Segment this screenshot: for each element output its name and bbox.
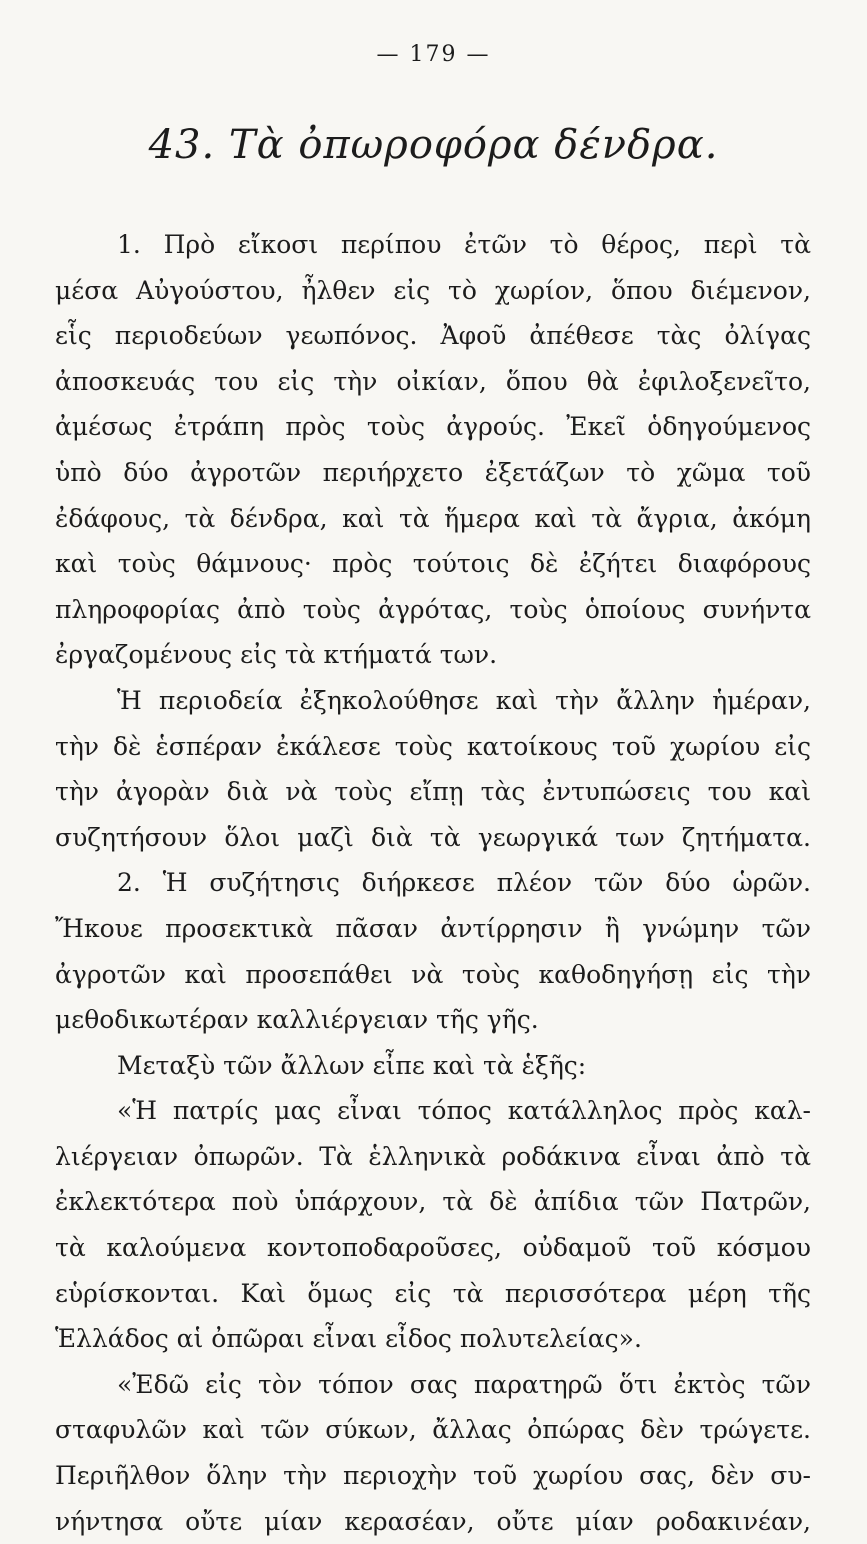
text-line: νήντησα οὔτε μίαν κερασέαν, οὔτε μίαν ροδακινέαν, [55, 1506, 811, 1536]
body-text [55, 222, 811, 1544]
text-line: μέσα Αὐγούστου, ἦλθεν εἰς τὸ χωρίον, ὅπου διέμενον, [55, 275, 811, 305]
text-line: τὴν δὲ ἑσπέραν ἐκάλεσε τοὺς κατοίκους τοῦ χωρίου εἰς [55, 731, 811, 761]
text-line: τὰ καλούμενα κοντοποδαροῦσες, οὐδαμοῦ τοῦ κόσμου [55, 1233, 811, 1263]
text-line: ἐργαζομένους εἰς τὰ κτήματά των. [55, 640, 498, 670]
text-line: Μεταξὺ τῶν ἄλλων εἶπε καὶ τὰ ἑξῆς: [117, 1050, 587, 1080]
text-line: συζητήσουν ὅλοι μαζὶ διὰ τὰ γεωργικά των ζητήματα. [55, 822, 811, 852]
text-line: Ἑλλάδος αἱ ὀπῶραι εἶναι εἶδος πολυτελείας». [55, 1324, 642, 1354]
text-line: ἀγροτῶν καὶ προσεπάθει νὰ τοὺς καθοδηγήσῃ εἰς τὴν [55, 959, 811, 989]
text-line: Περιῆλθον ὅλην τὴν περιοχὴν τοῦ χωρίου σας, δὲν συ- [55, 1461, 811, 1491]
text-line: «Ἡ πατρίς μας εἶναι τόπος κατάλληλος πρὸς καλ- [117, 1096, 811, 1126]
text-line: 1. Πρὸ εἴκοσι περίπου ἐτῶν τὸ θέρος, περὶ τὰ [117, 230, 811, 259]
text-line: «Ἐδῶ εἰς τὸν τόπον σας παρατηρῶ ὅτι ἐκτὸς τῶν [117, 1369, 811, 1399]
text-line: ἀμέσως ἐτράπη πρὸς τοὺς ἀγρούς. Ἐκεῖ ὁδηγούμενος [55, 412, 811, 442]
text-line: ὑπὸ δύο ἀγροτῶν περιήρχετο ἐξετάζων τὸ χῶμα τοῦ [55, 457, 811, 487]
text-line: λιέργειαν ὀπωρῶν. Τὰ ἑλληνικὰ ροδάκινα εἶναι ἀπὸ τὰ [55, 1141, 811, 1171]
text-line: ἐκλεκτότερα ποὺ ὑπάρχουν, τὰ δὲ ἀπίδια τῶν Πατρῶν, [55, 1187, 811, 1217]
text-line: μεθοδικωτέραν καλλιέργειαν τῆς γῆς. [55, 1005, 539, 1035]
text-line: πληροφορίας ἀπὸ τοὺς ἀγρότας, τοὺς ὁποίους συνήντα [55, 594, 811, 624]
text-line: Ἡ περιοδεία ἐξηκολούθησε καὶ τὴν ἄλλην ἡμέραν, [117, 685, 811, 715]
text-line: 2. Ἡ συζήτησις διήρκεσε πλέον τῶν δύο ὡρῶν. [117, 868, 811, 898]
text-line: τὴν ἀγορὰν διὰ νὰ τοὺς εἴπῃ τὰς ἐντυπώσεις του καὶ [55, 777, 811, 807]
text-line: ἀποσκευάς του εἰς τὴν οἰκίαν, ὅπου θὰ ἐφιλοξενεῖτο, [55, 366, 811, 396]
text-line: εἷς περιοδεύων γεωπόνος. Ἀφοῦ ἀπέθεσε τὰς ὀλίγας [55, 321, 811, 351]
text-line: ἐδάφους, τὰ δένδρα, καὶ τὰ ἥμερα καὶ τὰ ἄγρια, ἀκόμη [55, 503, 811, 533]
text-line: Ἤκουε προσεκτικὰ πᾶσαν ἀντίρρησιν ἢ γνώμην τῶν [55, 913, 811, 943]
text-line: εὑρίσκονται. Καὶ ὅμως εἰς τὰ περισσότερα μέρη τῆς [55, 1278, 811, 1308]
text-line: σταφυλῶν καὶ τῶν σύκων, ἄλλας ὀπώρας δὲν τρώγετε. [55, 1415, 811, 1445]
chapter-title: 43. Τὰ ὀπωροφόρα δένδρα. [148, 122, 719, 168]
text-line: καὶ τοὺς θάμνους· πρὸς τούτοις δὲ ἐζήτει διαφόρους [55, 549, 811, 579]
page-number: — 179 — [376, 42, 491, 67]
